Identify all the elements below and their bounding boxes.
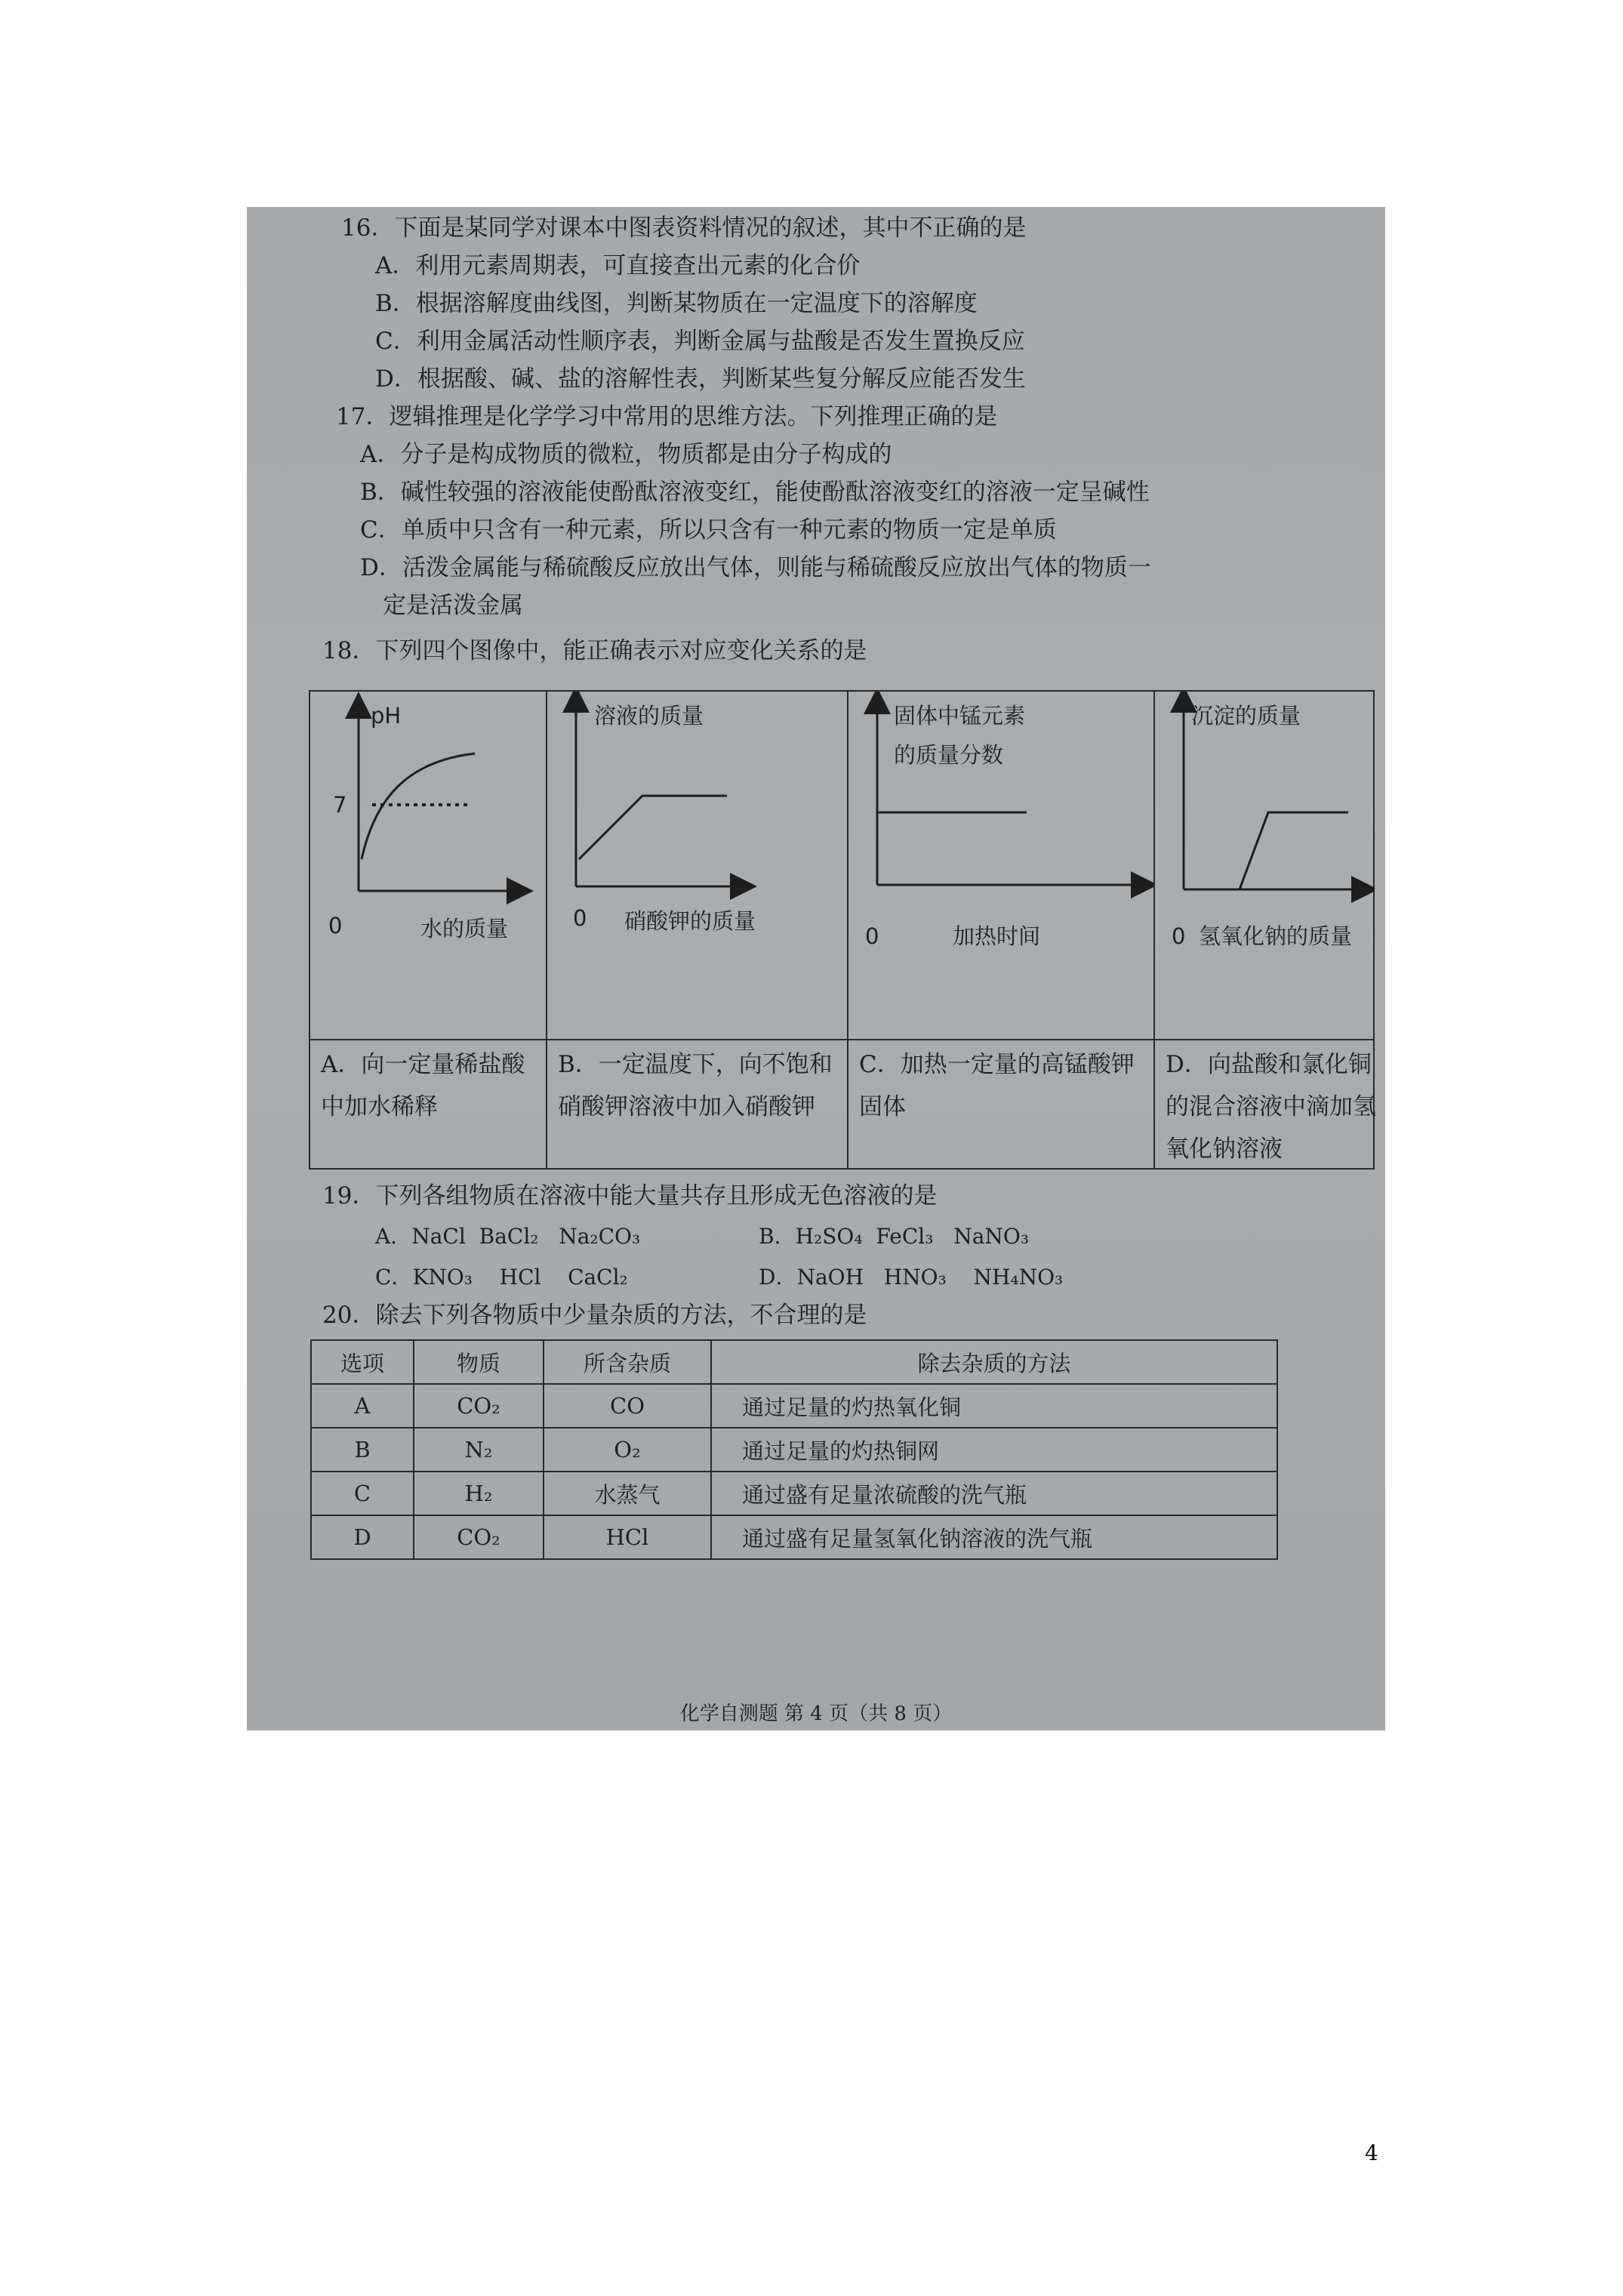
header-method: 除去杂质的方法 — [711, 1340, 1277, 1384]
graph-b-origin: 0 — [573, 905, 587, 931]
graph-d-x-label: 氢氧化钠的质量 — [1199, 923, 1353, 949]
row-option: B — [311, 1428, 414, 1472]
q16-stem: 16．下面是某同学对课本中图表资料情况的叙述，其中不正确的是 — [341, 214, 1027, 242]
table-row — [311, 1515, 1277, 1559]
graph-b-caption: B．一定温度下，向不饱和硝酸钾溶液中加入硝酸钾 — [558, 1051, 833, 1120]
page-footer: 化学自测题 第 4 页（共 8 页） — [679, 1703, 953, 1725]
graph-c — [848, 692, 1153, 1039]
q16-option-a: A．利用元素周期表，可直接查出元素的化合价 — [375, 252, 861, 279]
q19-option-b: B．H₂SO₄ FeCl₃ NaNO₃ — [759, 1224, 1030, 1249]
graph-a-origin: 0 — [328, 913, 343, 938]
graph-c-origin: 0 — [865, 923, 879, 949]
page-number: 4 — [1365, 2140, 1378, 2165]
graph-a-x-label: 水的质量 — [420, 916, 509, 942]
graph-b-x-label: 硝酸钾的质量 — [624, 908, 756, 934]
table-row — [311, 1384, 1277, 1428]
graph-b-y-label: 溶液的质量 — [594, 703, 704, 729]
graph-d-origin: 0 — [1172, 923, 1186, 949]
table-row — [311, 1472, 1277, 1515]
row-method: 通过盛有足量浓硫酸的洗气瓶 — [711, 1472, 1277, 1515]
row-substance: N₂ — [414, 1428, 544, 1472]
graph-c-caption: C．加热一定量的高锰酸钾固体 — [859, 1051, 1135, 1120]
graph-a-y-label: pH — [371, 703, 402, 729]
table-row — [311, 1428, 1277, 1472]
graph-c-y-label-line1: 固体中锰元素 — [894, 703, 1026, 729]
q17-option-d-continuation: 定是活泼金属 — [383, 592, 523, 619]
graph-d-y-label: 沉淀的质量 — [1191, 703, 1301, 729]
row-substance: CO₂ — [414, 1515, 544, 1559]
graph-b-curve — [579, 796, 727, 859]
row-substance: CO₂ — [414, 1384, 544, 1428]
graph-a-ref-tick: 7 — [333, 792, 347, 818]
q18-graph-grid — [309, 690, 1375, 1170]
row-option: A — [311, 1384, 414, 1428]
header-substance: 物质 — [414, 1340, 544, 1384]
graph-d-caption: D．向盐酸和氯化铜的混合溶液中滴加氢氧化钠溶液 — [1166, 1051, 1376, 1163]
graph-d — [1155, 692, 1375, 1039]
header-option: 选项 — [311, 1340, 414, 1384]
row-option: D — [311, 1515, 414, 1559]
graph-c-x-label: 加热时间 — [953, 923, 1041, 949]
row-impurity: 水蒸气 — [544, 1472, 711, 1515]
q17-stem: 17．逻辑推理是化学学习中常用的思维方法。下列推理正确的是 — [336, 403, 998, 430]
header-impurity: 所含杂质 — [544, 1340, 711, 1384]
row-substance: H₂ — [414, 1472, 544, 1515]
scanned-exam-page — [247, 207, 1385, 1730]
row-impurity: O₂ — [544, 1428, 711, 1472]
q17-option-a: A．分子是构成物质的微粒，物质都是由分子构成的 — [360, 441, 892, 468]
q19-option-c: C．KNO₃ HCl CaCl₂ — [375, 1265, 628, 1290]
row-method: 通过足量的灼热氧化铜 — [711, 1384, 1277, 1428]
row-method: 通过足量的灼热铜网 — [711, 1428, 1277, 1472]
q19-option-d: D．NaOH HNO₃ NH₄NO₃ — [759, 1265, 1064, 1290]
graph-a-caption: A．向一定量稀盐酸中加水稀释 — [321, 1051, 525, 1120]
graph-b — [547, 692, 847, 1039]
row-method: 通过盛有足量氢氧化钠溶液的洗气瓶 — [711, 1515, 1277, 1559]
q17-option-c: C．单质中只含有一种元素，所以只含有一种元素的物质一定是单质 — [360, 516, 1057, 544]
q17-option-b: B．碱性较强的溶液能使酚酞溶液变红，能使酚酞溶液变红的溶液一定呈碱性 — [360, 479, 1150, 506]
q16-option-b: B．根据溶解度曲线图，判断某物质在一定温度下的溶解度 — [375, 290, 978, 317]
q20-stem: 20．除去下列各物质中少量杂质的方法，不合理的是 — [322, 1302, 867, 1329]
table-header-row — [311, 1340, 1277, 1384]
q20-table — [310, 1339, 1278, 1560]
row-option: C — [311, 1472, 414, 1515]
q18-stem: 18．下列四个图像中，能正确表示对应变化关系的是 — [322, 637, 867, 664]
q16-option-d: D．根据酸、碱、盐的溶解性表，判断某些复分解反应能否发生 — [375, 365, 1026, 393]
q16-option-c: C．利用金属活动性顺序表，判断金属与盐酸是否发生置换反应 — [375, 328, 1025, 355]
graph-a — [310, 692, 546, 1039]
q19-option-a: A．NaCl BaCl₂ Na₂CO₃ — [375, 1224, 641, 1249]
row-impurity: CO — [544, 1384, 711, 1428]
graph-d-curve — [1184, 812, 1348, 889]
q17-option-d: D．活泼金属能与稀硫酸反应放出气体，则能与稀硫酸反应放出气体的物质一 — [360, 554, 1151, 581]
q19-stem: 19．下列各组物质在溶液中能大量共存且形成无色溶液的是 — [322, 1182, 938, 1210]
row-impurity: HCl — [544, 1515, 711, 1559]
graph-c-y-label-line2: 的质量分数 — [894, 742, 1004, 768]
